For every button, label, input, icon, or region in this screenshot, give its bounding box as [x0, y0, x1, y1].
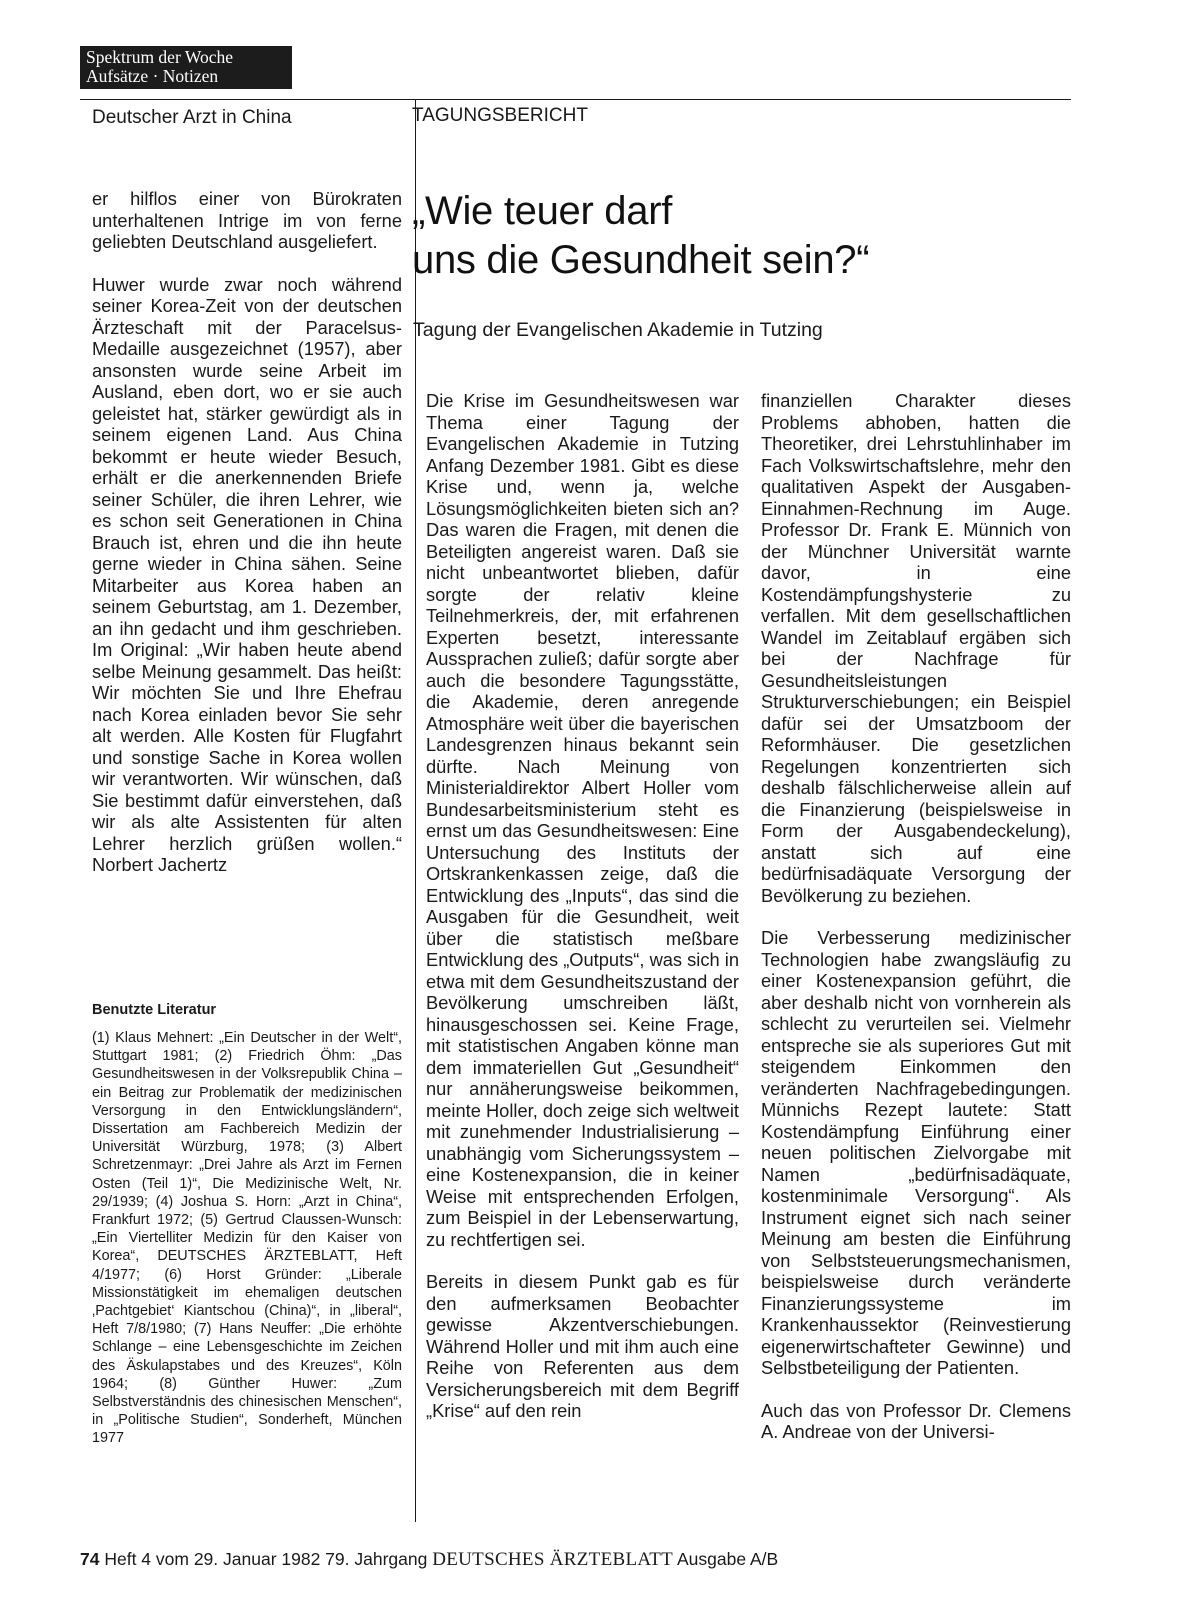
- right-column: [761, 390, 1071, 1443]
- top-rule: [80, 99, 1071, 100]
- left-paragraph-1: er hilflos einer von Bürokraten unterhaltenen Intrige im von ferne geliebten Deutschland ausgeliefert.: [92, 188, 402, 252]
- issue-info: Heft 4 vom 29. Januar 1982 79. Jahrgang: [104, 1549, 428, 1569]
- column-divider: [415, 99, 416, 1522]
- section-badge-line1: Spektrum der Woche: [86, 47, 233, 67]
- journal-name: DEUTSCHES ÄRZTEBLATT: [432, 1549, 674, 1570]
- right-paragraph-2: Die Verbesserung medizinischer Technologien habe zwangsläufig zu einer Kostenexpansion geführt, die aber deshalb nicht von vornherein als schlecht zu verurteilen sei. Vielmehr entspreche sie als superiores Gut mit steigendem Einkommen den veränderten Nachfragebedingungen. Münnichs Rezept lautete: Statt Kostendämpfung Einführung einer neuen politischen Zielvorgabe mit Namen „bedürfnisadäquate, kostenminimale Versorgung“. Als Instrument eignet sich nach seiner Meinung am besten die Einführung von Selbststeuerungsmechanismen, beispielsweise durch veränderte Finanzierungssysteme im Krankenhaussektor (Reinvestierung eigenerwirtschafteter Gewinne) und Selbstbeteiligung der Patienten.: [761, 927, 1071, 1378]
- middle-paragraph-1: Die Krise im Gesundheitswesen war Thema einer Tagung der Evangelischen Akademie in Tutzing Anfang Dezember 1981. Gibt es diese Krise und, wenn ja, welche Lösungsmöglichkeiten bieten sich an? Das waren die Fragen, mit denen die Beteiligten angereist waren. Daß sie nicht unbeantwortet blieben, dafür sorgte der relativ kleine Teilnehmerkreis, der, mit erfahrenen Experten besetzt, interessante Aussprachen zuließ; dafür sorgte aber auch die besondere Tagungsstätte, die Akademie, deren anregende Atmosphäre weit über die bayerischen Landesgrenzen hinaus bekannt sein dürfte. Nach Meinung von Ministerialdirektor Albert Holler vom Bundesarbeitsministerium steht es ernst um das Gesundheitswesen: Eine Untersuchung des Instituts der Ortskrankenkassen zeige, daß die Entwicklung des „Inputs“, das sind die Ausgaben für die Gesundheit, weit über die statistisch meßbare Entwicklung des „Outputs“, was sich in etwa mit dem Gesundheitszustand der Bevölkerung umschreiben läßt, hinausgeschossen sei. Keine Frage, mit statistischen Angaben könne man dem immateriellen Gut „Gesundheit“ nur annäherungsweise beikommen, meinte Holler, doch zeige sich weltweit mit zunehmender Industrialisierung – unabhängig vom Sicherungssystem – eine Kostenexpansion, die in keiner Weise mit entsprechenden Erfolgen, zum Beispiel in der Lebenserwartung, zu rechtfertigen sei.: [426, 390, 739, 1250]
- right-paragraph-1: finanziellen Charakter dieses Problems abhoben, hatten die Theoretiker, drei Lehrstuhlinhaber im Fach Volkswirtschaftslehre, mehr den qualitativen Aspekt der Ausgaben-Einnahmen-Rechnung im Auge. Professor Dr. Frank E. Münnich von der Münchner Universität warnte davor, in eine Kostendämpfungshysterie zu verfallen. Mit dem gesellschaftlichen Wandel im Zeitablauf ergäben sich bei der Nachfrage für Gesundheitsleistungen Strukturverschiebungen; ein Beispiel dafür sei der Umsatzboom der Reformhäuser. Die gesetzlichen Regelungen konzentrierten sich deshalb fälschlicherweise allein auf die Finanzierung (beispielsweise in Form der Ausgabendeckelung), anstatt sich auf eine bedürfnisadäquate Versorgung der Bevölkerung zu beziehen.: [761, 390, 1071, 906]
- middle-column: [426, 390, 739, 1422]
- page-footer: [80, 1548, 778, 1571]
- section-badge-line2: Aufsätze · Notizen: [86, 66, 219, 86]
- references-title: Benutzte Literatur: [92, 1002, 217, 1018]
- headline-line1: „Wie teuer darf: [412, 189, 673, 233]
- article-subheading: Tagung der Evangelischen Akademie in Tutzing: [413, 319, 823, 341]
- article-headline: [412, 187, 1052, 285]
- headline-line2: uns die Gesundheit sein?“: [412, 238, 870, 282]
- references-text: (1) Klaus Mehnert: „Ein Deutscher in der Welt“, Stuttgart 1981; (2) Friedrich Öhm: „Das Gesundheitswesen in der Volksrepublik China – ein Beitrag zur Problematik der medizinischen Versorgung in den Entwicklungsländern“, Dissertation am Fachbereich Medizin der Universität Würzburg, 1978; (3) Albert Schretzenmayr: „Drei Jahre als Arzt im Fernen Osten (Teil 1)“, Die Medizinische Welt, Nr. 29/1939; (4) Joshua S. Horn: „Arzt in China“, Frankfurt 1972; (5) Gertrud Claussen-Wunsch: „Ein Viertelliter Medizin für den Kaiser von Korea“, DEUTSCHES ÄRZTEBLATT, Heft 4/1977; (6) Horst Gründer: „Liberale Missionstätigkeit im ehemaligen deutschen ‚Pachtgebiet‘ Kiantschou (China)“, in „liberal“, Heft 7/8/1980; (7) Hans Neuffer: „Die erhöhte Schlange – eine Lebensgeschichte im Zeichen des Äskulapstabes und des Kreuzes“, Köln 1964; (8) Günther Huwer: „Zum Selbstverständnis des chinesischen Menschen“, in „Politische Studien“, Sonderheft, München 1977: [92, 1030, 402, 1447]
- right-paragraph-3: Auch das von Professor Dr. Clemens A. Andreae von der Universi-: [761, 1399, 1071, 1442]
- middle-paragraph-2: Bereits in diesem Punkt gab es für den aufmerksamen Beobachter gewisse Akzentverschiebungen. Während Holler und mit ihm auch eine Reihe von Referenten aus dem Versicherungsbereich mit dem Begriff „Krise“ auf den rein: [426, 1271, 739, 1421]
- edition-info: Ausgabe A/B: [676, 1549, 779, 1569]
- left-column: [92, 188, 402, 876]
- right-rubric: TAGUNGSBERICHT: [412, 105, 588, 126]
- page-number: 74: [80, 1549, 100, 1569]
- section-badge: [80, 46, 292, 89]
- left-rubric: Deutscher Arzt in China: [92, 107, 292, 128]
- left-paragraph-2: Huwer wurde zwar noch während seiner Korea-Zeit von der deutschen Ärzteschaft mit der Paracelsus-Medaille ausgezeichnet (1957), aber ansonsten wurde seine Arbeit im Ausland, eben dort, wo er sie auch geleistet hat, stärker gewürdigt als in seinem eigenen Land. Aus China bekommt er heute wieder Besuch, erhält er die anerkennenden Briefe seiner Schüler, die ihren Lehrer, wie es schon seit Generationen in China Brauch ist, ehren und die ihn heute gerne wieder in China sähen. Seine Mitarbeiter aus Korea haben an seinem Geburtstag, am 1. Dezember, an ihn gedacht und ihm geschrieben. Im Original: „Wir haben heute abend selbe Meinung gesammelt. Das heißt: Wir möchten Sie und Ihre Ehefrau nach Korea einladen bevor Sie sehr alt werden. Alle Kosten für Flugfahrt und sonstige Sache in Korea wollen wir verantworten. Wir wünschen, daß Sie bestimmt dafür einverstehen, daß wir als alte Assistenten für alten Lehrer herzlich grüßen wollen.“ Norbert Jachertz: [92, 273, 402, 875]
